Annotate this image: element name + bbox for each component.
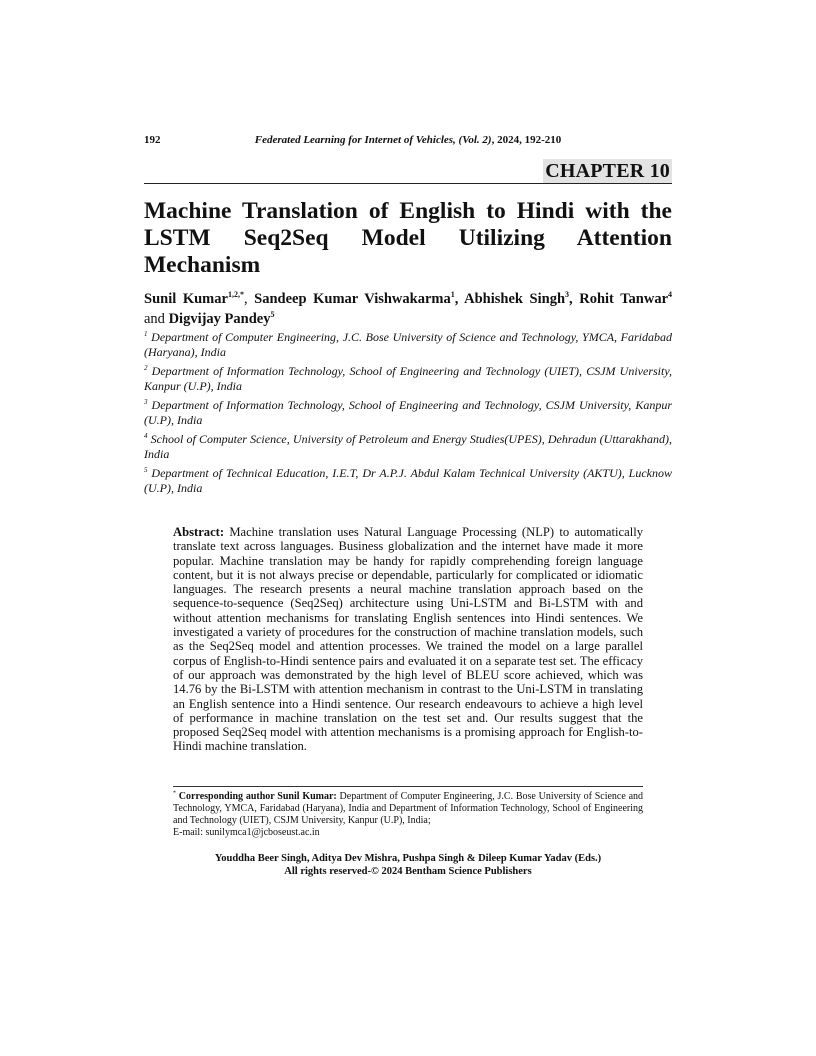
running-header [144, 134, 672, 150]
affiliation-list [144, 330, 672, 500]
affiliation-mark: 4 [144, 432, 148, 440]
copyright-line: All rights reserved-© 2024 Bentham Science Publishers [284, 865, 532, 877]
author-separator: , [569, 291, 580, 307]
affiliation-text: Department of Information Technology, School of Engineering and Technology (UIET), CSJM University, Kanpur (U.P), India [144, 364, 672, 393]
author-affiliation-mark: 1,2,* [227, 290, 244, 300]
footnote-lead: Corresponding author Sunil Kumar: [178, 791, 337, 802]
author-separator: and [144, 310, 169, 327]
affiliation-mark: 5 [144, 466, 148, 474]
author [144, 291, 254, 307]
author [254, 291, 464, 307]
affiliation [144, 432, 672, 462]
chapter-label: CHAPTER 10 [545, 160, 670, 182]
author-affiliation-mark: 5 [270, 309, 275, 319]
affiliation-text: Department of Information Technology, School of Engineering and Technology, CSJM University, Kanpur (U.P), India [144, 398, 673, 427]
abstract-text: Machine translation uses Natural Language Processing (NLP) to automatically translate text across languages. Business globalization and the internet have made it more popular. Machine translation may be handy for rapidly comprehending foreign language content, but it is not always precise or dependable, particularly for complicated or idiomatic languages. The research presents a neural machine translation approach based on the sequence-to-sequence (Seq2Seq) architecture using Uni-LSTM and Bi-LSTM with and without attention mechanisms for translating English sentences into Hindi sentences. We investigated a variety of procedures for the construction of machine translation models, such as the Seq2Seq model and attention processes. We trained the model on a large parallel corpus of English-to-Hindi sentence pairs and evaluated it on a separate test set. The efficacy of our approach was demonstrated by the high level of BLEU score achieved, which was 14.76 by the Bi-LSTM with attention mechanism in contrast to the Uni-LSTM in translating an English sentence into a Hindi sentence. Our research endeavours to achieve a high level of performance in machine translation on the test set and. Our results suggest that the proposed Seq2Seq model with attention mechanisms is a promising approach for English-to-Hindi machine translation. [173, 525, 643, 754]
journal-title: Federated Learning for Internet of Vehicles, (Vol. 2) [254, 134, 492, 146]
affiliation-mark: 3 [144, 398, 148, 406]
header-rule [144, 183, 672, 184]
author [169, 311, 275, 327]
abstract [173, 525, 643, 754]
author-name: Sandeep Kumar Vishwakarma [254, 291, 451, 307]
author-affiliation-mark: 3 [565, 290, 570, 300]
affiliation [144, 398, 672, 428]
journal-year-pages: , 2024, 192-210 [491, 134, 562, 146]
author-name: Rohit Tanwar [579, 291, 669, 307]
footnote-mark: * [173, 790, 176, 797]
affiliation-text: Department of Computer Engineering, J.C. Bose University of Science and Technology, YMCA, Faridabad (Haryana), India [144, 330, 673, 359]
author-name: Abhishek Singh [464, 291, 566, 307]
footnote-text: Department of Computer Engineering, J.C. Bose University of Science and Technology, YMCA, Faridabad (Haryana), India and Department of Information Technology, School of Engineering and Technology (UIET), CSJM University, Kanpur (U.P), India; [173, 791, 644, 826]
author-separator: , [243, 291, 255, 307]
author-name: Sunil Kumar [144, 291, 228, 307]
author-name: Digvijay Pandey [168, 310, 271, 327]
footnote-email: E-mail: sunilymca1@jcboseust.ac.in [173, 827, 320, 838]
editors-line: Youddha Beer Singh, Aditya Dev Mishra, Pushpa Singh & Dileep Kumar Yadav (Eds.) [214, 853, 602, 864]
footnote-rule [173, 786, 643, 787]
affiliation [144, 364, 672, 394]
author-separator: , [454, 291, 465, 307]
affiliation [144, 466, 672, 496]
author-affiliation-mark: 4 [668, 290, 673, 300]
journal-citation [144, 134, 672, 146]
affiliation-text: Department of Technical Education, I.E.T, Dr A.P.J. Abdul Kalam Technical University (AKTU), Lucknow (U.P), India [144, 466, 672, 495]
abstract-label: Abstract: [173, 525, 225, 539]
author [464, 291, 579, 307]
affiliation-text: School of Computer Science, University of Petroleum and Energy Studies(UPES), Dehradun (Uttarakhand), India [144, 432, 672, 461]
paper-title: Machine Translation of English to Hindi with the LSTM Seq2Seq Model Utilizing Attention Mechanism [144, 198, 672, 278]
affiliation-mark: 2 [144, 364, 148, 372]
author-list [144, 290, 672, 329]
corresponding-author-footnote [173, 791, 643, 839]
page-number: 192 [144, 134, 161, 146]
affiliation-mark: 1 [144, 330, 148, 338]
affiliation [144, 330, 672, 360]
author-affiliation-mark: 1 [450, 290, 455, 300]
editors-credit [173, 853, 643, 878]
